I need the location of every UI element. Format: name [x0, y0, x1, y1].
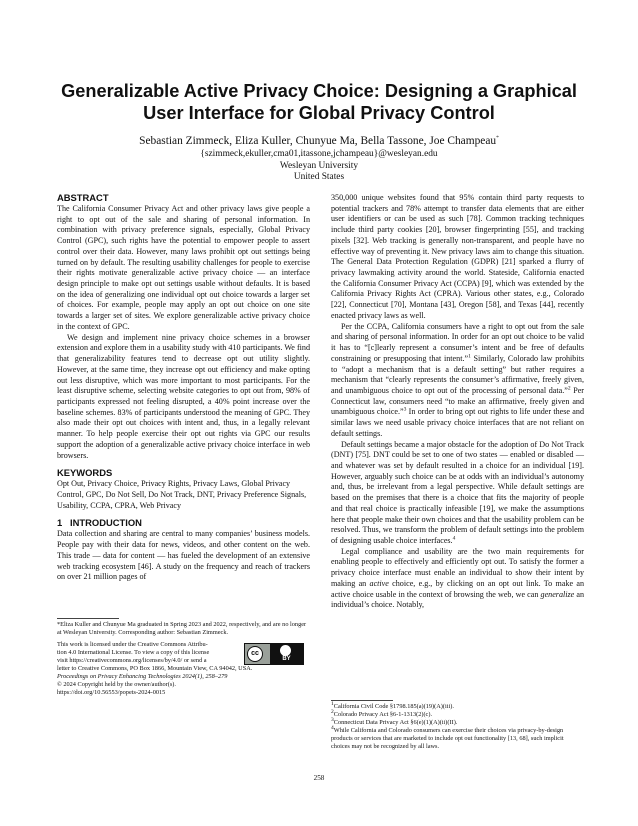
abstract-paragraph-1: The California Consumer Privacy Act and other privacy laws give people a right to opt out of the sale and sharing of personal information. In combination with privacy preference signals, especially, Global Privacy Control (GPC), such rights have the potential to empower people to assert control over their data. However, many laws prohibit opt out settings being turned on by default. The resulting usability challenges for people to exercise their rights motivate generalizable active privacy choice — an interface design principle to make opt out settings usable without defaults. It is based on the idea of generalizing one individual opt out choice towards a larger set of choices. For example, people may apply an opt out choice on one site towards a larger set of sites. We explore generalizable active privacy choice in the context of GPC.	[57, 204, 310, 331]
author-list	[30, 134, 608, 148]
license-text	[57, 641, 253, 697]
license-line-4: letter to Creative Commons, PO Box 1866, Mountain View, CA 94042, USA.	[57, 665, 253, 672]
doi-link[interactable]: https://doi.org/10.56553/popets-2024-0015	[57, 689, 166, 696]
footnote-ref-3[interactable]: 3	[403, 406, 407, 413]
abstract-heading: ABSTRACT	[57, 192, 109, 203]
by-label: BY	[282, 656, 291, 662]
license-line-1: This work is licensed under the Creative Commons Attribu-	[57, 641, 208, 648]
left-column	[57, 192, 310, 583]
affiliation-university: Wesleyan University	[279, 160, 359, 171]
right-footnote-rule	[331, 700, 393, 701]
introduction-heading: 1 INTRODUCTION	[57, 517, 142, 529]
left-footnote-rule	[57, 618, 119, 619]
paper-title: Generalizable Active Privacy Choice: Designing a Graphical User Interface for Global Privacy Control	[61, 81, 577, 123]
copyright-line: © 2024 Copyright held by the owner/author(s).	[57, 681, 176, 688]
introduction-paragraph-1: Data collection and sharing are central to many companies’ business models. People pay with their data for news, videos, and other content on the web. This trade — data for content — has fueled the development of an extensive web tracking ecosystem [46]. A study on the frequency and reach of trackers on over 21 million pages of	[57, 529, 310, 582]
license-block	[57, 641, 310, 697]
journal-citation: Proceedings on Privacy Enhancing Technologies 2024(1), 258–279	[57, 673, 228, 680]
footnote-ref-2[interactable]: 2	[567, 385, 571, 392]
author-names: Sebastian Zimmeck, Eliza Kuller, Chunyue Ma, Bella Tassone, Joe Champeau	[139, 135, 497, 147]
abstract-paragraph-2: We design and implement nine privacy choice schemes in a browser extension and explore them in a usability study with 410 participants. We find that generalizability features tend to decrease opt out utility slightly. However, at the same time, they increase opt out efficiency and make opting out less disruptive, which was more important to most participants. For the least disruptive scheme, selecting website categories to opt out from, 98% of participants expressed not feeling disrupted, a 40% point increase over the baseline schemes. 83% of participants understood the meaning of GPC. They also made their opt out choices with intent and, thus, in a legally relevant manner. To help people exercise their opt out rights via GPC our results support the adoption of a generalizable active privacy choice interface in web browsers.	[57, 332, 310, 460]
license-line-2: tion 4.0 International License. To view a copy of this license	[57, 649, 210, 656]
cc-by-license-badge	[244, 643, 304, 665]
author-emails: {szimmeck,ekuller,cma01,itassone,jchampeau}@wesleyan.edu	[200, 149, 438, 159]
right-footnotes	[331, 700, 584, 752]
intro-paragraph-ccpa: Per the CCPA, California consumers have a right to opt out from the sale and sharing of personal information. In order for an opt out choice to be valid it has to “[c]learly represent a consumer’s intent and be free of defaults constraining or presupposing that intent.”$^1$ Similarly, Colorado law prohibits to “adopt a mechanism that is a default setting” but rather requires a mechanism that “clearly represents the consumer’s affirmative, freely given, and unambiguous choice to opt out of the processing of personal data.”$^2$ Per Connecticut law, consumers need “to make an affirmative, freely given and unambiguous choice.”$^3$ In order to bring opt out rights to life under these and similar laws we need usable privacy choice interfaces that are not reliant on default settings.	[331, 321, 584, 438]
footnote-1: $^1$California Civil Code §1798.185(a)(19)(A)(iii).	[331, 700, 454, 710]
author-footnote-text: *Eliza Kuller and Chunyue Ma graduated in Spring 2023 and 2022, respectively, and are no longer at Wesleyan University. Corresponding author: Sebastian Zimmeck.	[57, 621, 307, 637]
keywords-text: Opt Out, Privacy Choice, Privacy Rights, Privacy Laws, Global Privacy Control, GPC, Do Not Sell, Do Not Track, DNT, Privacy Preference Signals, Usability, CCPA, CPRA, Web Privacy	[57, 479, 307, 510]
cc-icon: cc	[247, 646, 263, 662]
keywords-heading: KEYWORDS	[57, 467, 113, 479]
intro-paragraph-dnt: Default settings became a major obstacle for the adoption of Do Not Track (DNT) [75]. DNT could be set to one of two states — enabled or disabled — and whatever was set by default resulted in a choice for an individual [19]. However, arguably such choice can be at odds with an individual’s autonomy and, thus, be irrelevant from a legal perspective. While default settings are based on the premises that there is a choice that fits the majority of people and that real choice is practically infeasible [19], we make the assumptions here that people make their own choices and that the usability problem can be resolved. Thus, we transform the problem of default settings into the problem of designing usable choice interfaces.$^4$	[331, 439, 584, 545]
author-footnote-mark: *	[496, 135, 499, 142]
person-icon	[280, 645, 291, 656]
footnote-4: $^4$While California and Colorado consumers can exercise their choices via privacy-by-design products or services that are marketed to include opt out functionality [13, 68], such implicit choices may not be recognized by all laws.	[331, 725, 564, 751]
intro-paragraph-compliance: Legal compliance and usability are the two main requirements for enabling people to effectively and efficiently opt out. To satisfy the former a privacy choice interface must enable an individual to show their intent by making an active choice, e.g., by clicking on an opt out link. To make an active choice usable in the context of browsing the web, we can generalize an individual’s choice. Notably,	[331, 546, 584, 610]
footnote-ref-1[interactable]: 1	[468, 353, 471, 360]
footnote-3: $^3$Connecticut Data Privacy Act §6(e)(1)(A)(ii)(II).	[331, 717, 458, 727]
affiliation-country: United States	[293, 172, 345, 182]
affiliation-block	[30, 149, 608, 184]
license-line-3: visit https://creativecommons.org/licenses/by/4.0/ or send a	[57, 657, 207, 664]
intro-paragraph-continued: 350,000 unique websites found that 95% contain third party requests to potential trackers and 78% attempt to transfer data elements that are either user identifiers or can be used as such [78]. Common tracking techniques include third party cookies [20], browser fingerprinting [55], and tracking pixels [32]. Web tracking is generally non-transparent, and people have no effective way of preventing it. New privacy laws aim to change this situation. The General Data Protection Regulation (GDPR) [21] sparked a flurry of privacy lawmaking activity around the world. Stateside, California enacted the California Consumer Privacy Act (CCPA) [9], which was extended by the California Privacy Rights Act (CPRA). Various other states, e.g., Colorado [22], Connecticut [70], Montana [43], Oregon [58], and Texas [44], recently enacted privacy laws as well.	[331, 193, 584, 320]
footnote-2: $^2$Colorado Privacy Act §6-1-1313(2)(c).	[331, 709, 433, 719]
footnote-ref-4[interactable]: 4	[452, 535, 456, 542]
left-footnote	[57, 621, 310, 637]
page-number: 258	[313, 774, 325, 782]
by-attribution-icon	[270, 644, 303, 664]
right-column	[331, 193, 584, 611]
